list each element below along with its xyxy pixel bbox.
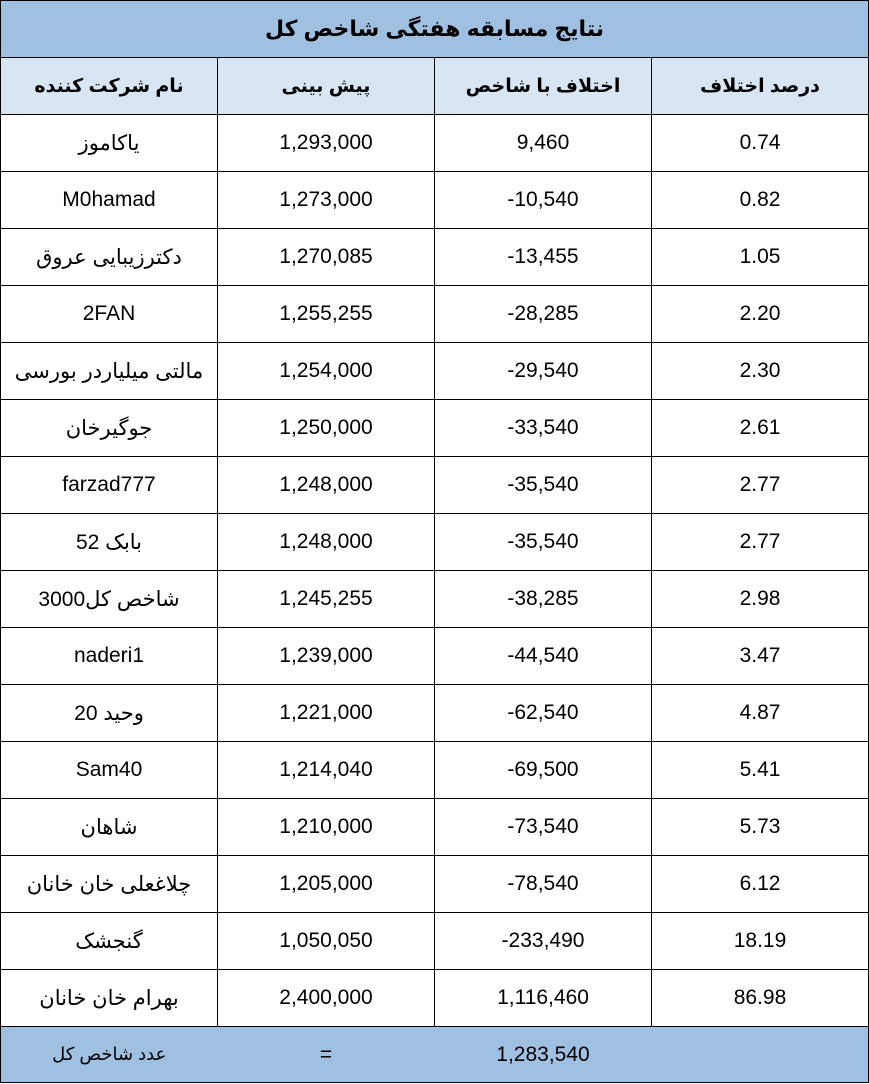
table-row — [1, 856, 869, 913]
cell-percent: 2.61 — [652, 400, 869, 457]
cell-difference: -73,540 — [435, 799, 652, 856]
table-row — [1, 514, 869, 571]
cell-difference: -38,285 — [435, 571, 652, 628]
cell-name: بابک 52 — [1, 514, 218, 571]
cell-difference: -78,540 — [435, 856, 652, 913]
table-row — [1, 628, 869, 685]
cell-difference: -28,285 — [435, 286, 652, 343]
footer-label: عدد شاخص کل — [1, 1027, 218, 1083]
table-row — [1, 742, 869, 799]
cell-percent: 2.77 — [652, 514, 869, 571]
cell-percent: 5.73 — [652, 799, 869, 856]
cell-difference: 1,116,460 — [435, 970, 652, 1027]
table-row — [1, 913, 869, 970]
header-prediction: پیش بینی — [218, 58, 435, 115]
header-difference: اختلاف با شاخص — [435, 58, 652, 115]
cell-name: بهرام خان خانان — [1, 970, 218, 1027]
cell-name: یاکاموز — [1, 115, 218, 172]
cell-percent: 86.98 — [652, 970, 869, 1027]
cell-prediction: 1,245,255 — [218, 571, 435, 628]
cell-name: دکترزیبایی عروق — [1, 229, 218, 286]
cell-name: مالتی میلیاردر بورسی — [1, 343, 218, 400]
cell-name: Sam40 — [1, 742, 218, 799]
cell-percent: 3.47 — [652, 628, 869, 685]
footer-value: 1,283,540 — [435, 1027, 652, 1083]
cell-difference: -33,540 — [435, 400, 652, 457]
cell-prediction: 1,050,050 — [218, 913, 435, 970]
cell-name: چلاغعلی خان خانان — [1, 856, 218, 913]
cell-percent: 6.12 — [652, 856, 869, 913]
cell-prediction: 1,255,255 — [218, 286, 435, 343]
cell-name: farzad777 — [1, 457, 218, 514]
cell-prediction: 1,270,085 — [218, 229, 435, 286]
title-row — [1, 1, 869, 58]
table-row — [1, 571, 869, 628]
cell-prediction: 1,248,000 — [218, 457, 435, 514]
cell-name: شاخص کل3000 — [1, 571, 218, 628]
cell-prediction: 1,221,000 — [218, 685, 435, 742]
header-name: نام شرکت کننده — [1, 58, 218, 115]
cell-percent: 0.82 — [652, 172, 869, 229]
table-row — [1, 970, 869, 1027]
cell-name: جوگیرخان — [1, 400, 218, 457]
cell-percent: 1.05 — [652, 229, 869, 286]
cell-name: گنجشک — [1, 913, 218, 970]
cell-difference: -35,540 — [435, 514, 652, 571]
cell-prediction: 2,400,000 — [218, 970, 435, 1027]
cell-percent: 0.74 — [652, 115, 869, 172]
footer-equals: = — [218, 1027, 435, 1083]
cell-prediction: 1,214,040 — [218, 742, 435, 799]
header-percent: درصد اختلاف — [652, 58, 869, 115]
cell-prediction: 1,248,000 — [218, 514, 435, 571]
cell-percent: 5.41 — [652, 742, 869, 799]
table-row — [1, 799, 869, 856]
table-row — [1, 115, 869, 172]
cell-percent: 2.20 — [652, 286, 869, 343]
cell-name: شاهان — [1, 799, 218, 856]
cell-difference: 9,460 — [435, 115, 652, 172]
table-row — [1, 343, 869, 400]
footer-empty-cell — [652, 1027, 869, 1083]
cell-percent: 2.30 — [652, 343, 869, 400]
table-row — [1, 286, 869, 343]
cell-name: وحید 20 — [1, 685, 218, 742]
cell-difference: -69,500 — [435, 742, 652, 799]
cell-difference: -10,540 — [435, 172, 652, 229]
cell-difference: -29,540 — [435, 343, 652, 400]
cell-name: naderi1 — [1, 628, 218, 685]
table-row — [1, 172, 869, 229]
cell-difference: -13,455 — [435, 229, 652, 286]
table-row — [1, 400, 869, 457]
header-row — [1, 58, 869, 115]
cell-difference: -44,540 — [435, 628, 652, 685]
cell-difference: -62,540 — [435, 685, 652, 742]
cell-name: M0hamad — [1, 172, 218, 229]
table-row — [1, 229, 869, 286]
cell-prediction: 1,239,000 — [218, 628, 435, 685]
cell-prediction: 1,273,000 — [218, 172, 435, 229]
cell-percent: 2.77 — [652, 457, 869, 514]
table-row — [1, 685, 869, 742]
table-title: نتایج مسابقه هفتگی شاخص کل — [1, 1, 869, 58]
cell-percent: 2.98 — [652, 571, 869, 628]
cell-percent: 4.87 — [652, 685, 869, 742]
cell-prediction: 1,205,000 — [218, 856, 435, 913]
footer-row — [1, 1027, 869, 1083]
cell-prediction: 1,293,000 — [218, 115, 435, 172]
cell-prediction: 1,250,000 — [218, 400, 435, 457]
cell-name: 2FAN — [1, 286, 218, 343]
cell-percent: 18.19 — [652, 913, 869, 970]
table-row — [1, 457, 869, 514]
cell-difference: -233,490 — [435, 913, 652, 970]
cell-prediction: 1,254,000 — [218, 343, 435, 400]
cell-difference: -35,540 — [435, 457, 652, 514]
cell-prediction: 1,210,000 — [218, 799, 435, 856]
